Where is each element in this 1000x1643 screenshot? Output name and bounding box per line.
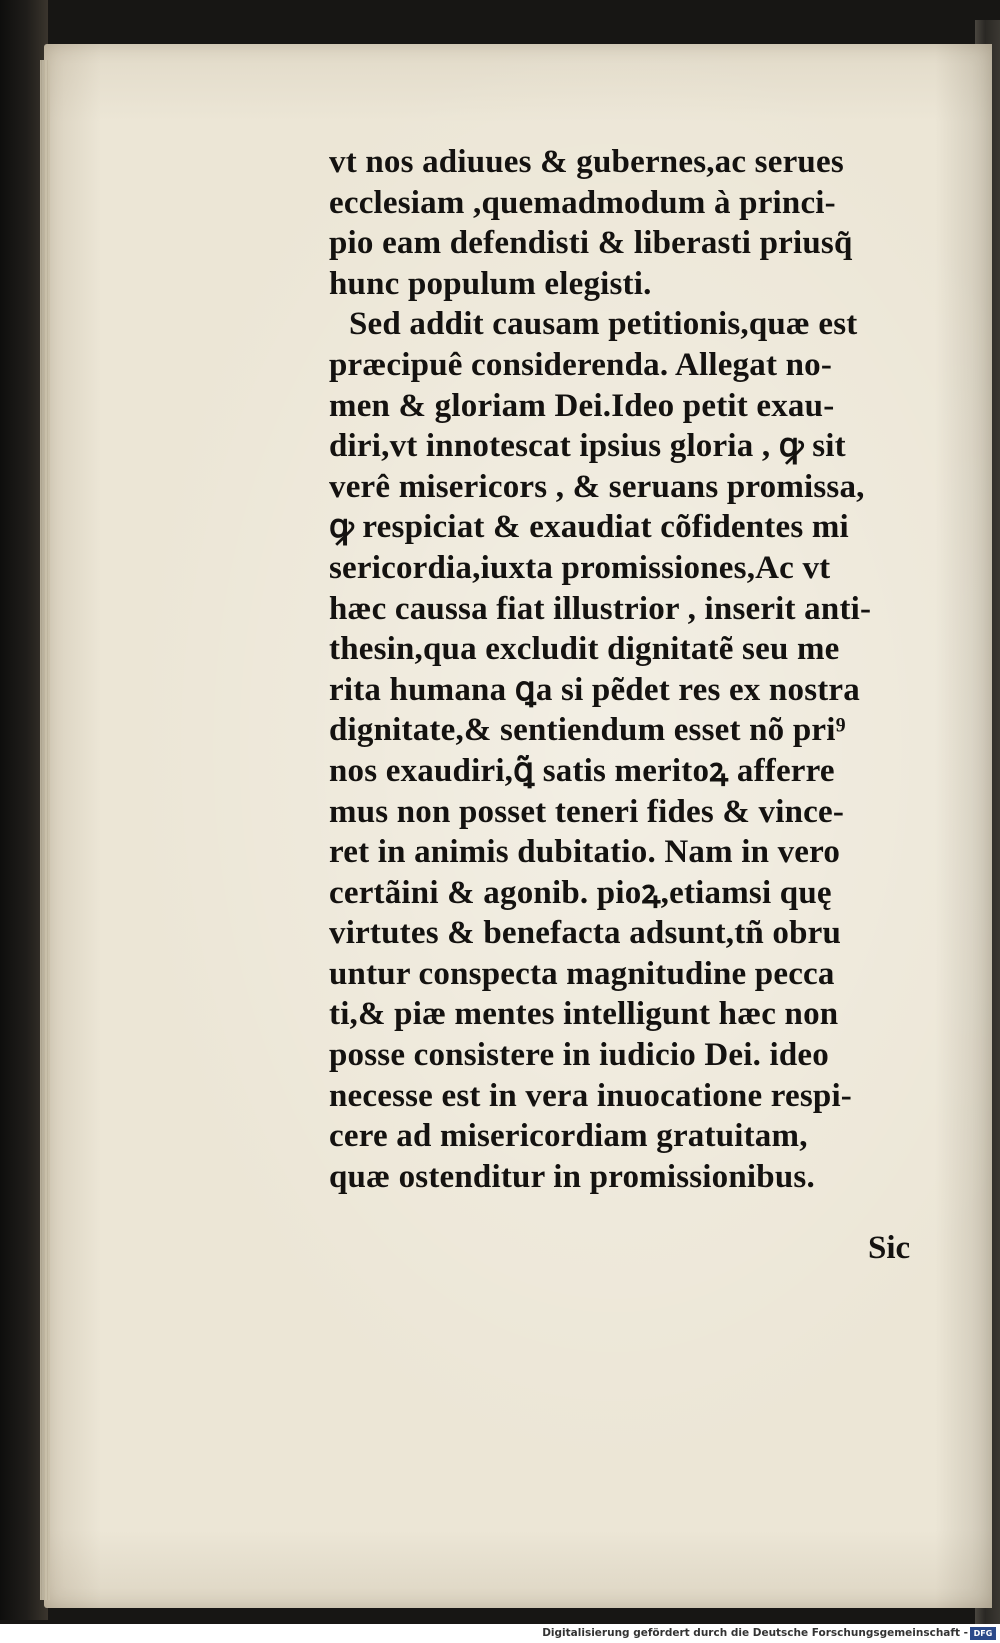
text-line: certãini & agonib. pioꝝ,etiamsi quę: [329, 874, 832, 911]
text-line: nos exaudiri,ꝗ̃ satis meritoꝝ afferre: [329, 752, 835, 789]
text-line: sericordia,iuxta promissiones,Ac vt: [329, 549, 831, 586]
text-line: posse consistere in iudicio Dei. ideo: [329, 1037, 829, 1074]
text-line: rita humana ꝗa si pẽdet res ex nostra: [329, 671, 860, 708]
text-line: necesse est in vera inuocatione respi-: [329, 1077, 852, 1114]
text-block: [329, 142, 944, 1197]
text-line: præcipuê considerenda. Allegat no-: [329, 346, 833, 383]
text-line: Sed addit causam petitionis,quæ est: [349, 306, 858, 343]
catchword: Sic: [868, 1230, 911, 1266]
text-line: pio eam defendisti & liberasti priusq̃: [329, 225, 853, 262]
text-line: verê misericors , & seruans promissa,: [329, 468, 865, 505]
text-line: thesin,qua excludit dignitatẽ seu me: [329, 631, 840, 668]
text-line: mus non posset teneri fides & vince-: [329, 793, 845, 830]
text-line: untur conspecta magnitudine pecca: [329, 955, 835, 992]
dfg-logo-icon: DFG: [970, 1627, 996, 1640]
text-line: cere ad misericordiam gratuitam,: [329, 1118, 808, 1155]
text-line: dignitate,& sentiendum esset nõ pri⁹: [329, 712, 846, 749]
text-line: ecclesiam ,quemadmodum à princi-: [329, 184, 836, 221]
text-line: virtutes & benefacta adsunt,tñ obru: [329, 915, 842, 952]
text-line: diri,vt innotescat ipsius gloria , ꝙ sit: [329, 428, 846, 465]
text-line: hunc populum elegisti.: [329, 265, 652, 302]
text-line: ti,& piæ mentes intelligunt hæc non: [329, 996, 839, 1033]
text-line: vt nos adiuues & gubernes,ac serues: [329, 144, 844, 180]
text-line: men & gloriam Dei.Ideo petit exau-: [329, 387, 835, 424]
text-line: quæ ostenditur in promissionibus.: [329, 1158, 815, 1195]
footer-credit: Digitalisierung gefördert durch die Deutsche Forschungsgemeinschaft -: [542, 1627, 968, 1639]
text-line: ret in animis dubitatio. Nam in vero: [329, 834, 841, 871]
text-line: ꝙ respiciat & exaudiat cõfidentes mi: [329, 509, 849, 546]
text-line: hæc caussa fiat illustrior , inserit anti-: [329, 590, 872, 627]
page-stack-edge: [40, 60, 50, 1600]
